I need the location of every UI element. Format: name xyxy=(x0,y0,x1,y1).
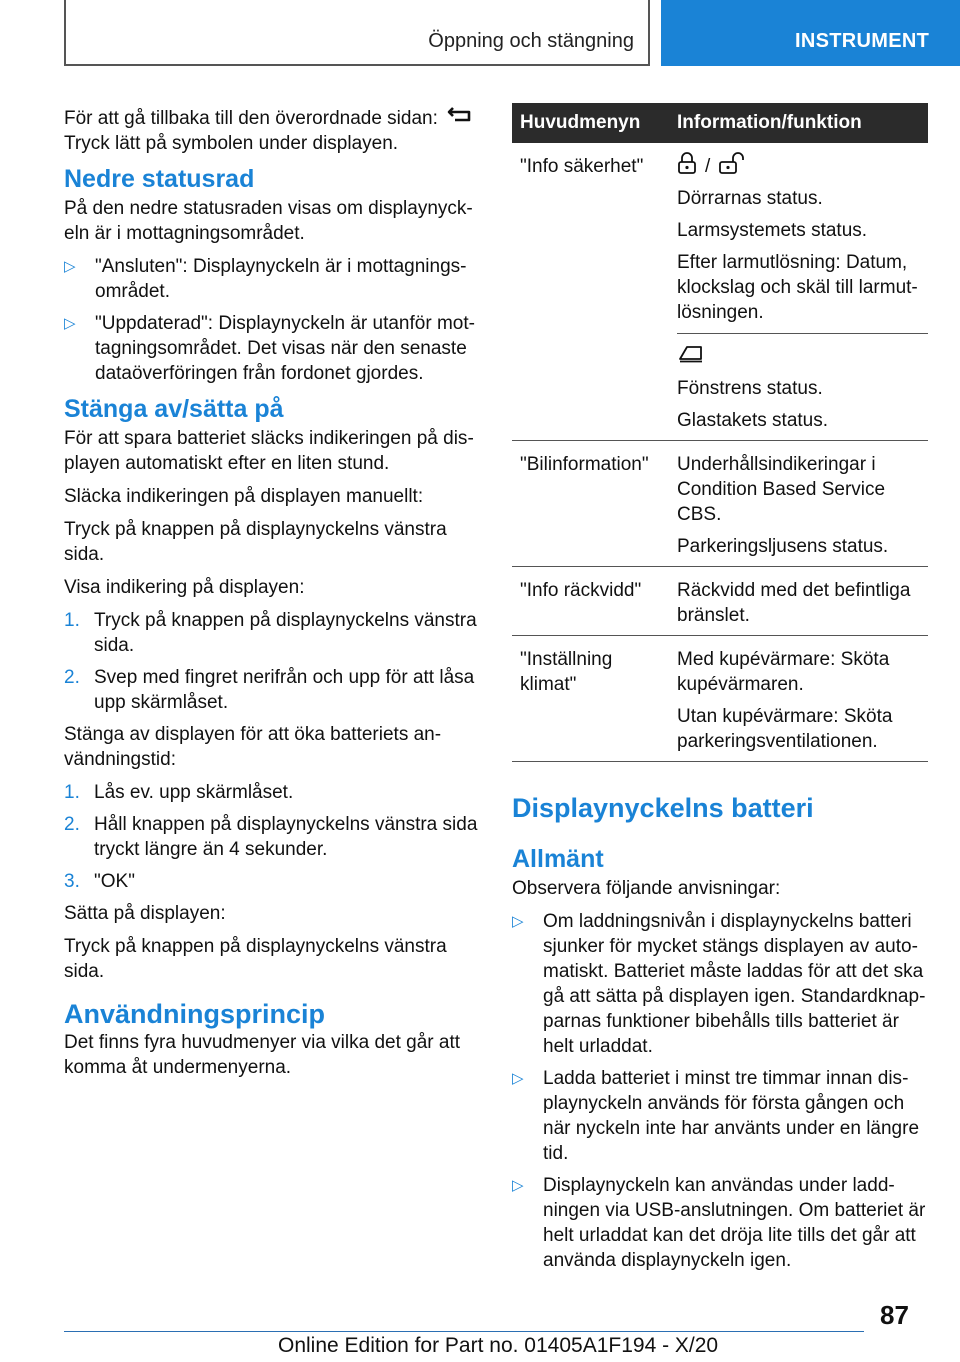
menu-cell: "Info räckvidd" xyxy=(512,567,669,636)
onoff-text-7: Tryck på knappen på displaynyckelns vänstra sida. xyxy=(64,936,447,983)
chapter-title: INSTRUMENT xyxy=(795,30,930,52)
steps-show-display xyxy=(64,608,478,715)
main-menu-table xyxy=(512,103,928,762)
statusbar-list xyxy=(64,254,478,386)
icon-separator: / xyxy=(705,156,711,177)
column-header: Information/funktion xyxy=(669,103,928,143)
onoff-text-1: För att spara batteriet släcks indikeringen på displayen automatiskt efter en liten stund. xyxy=(64,428,474,475)
step-item: 2. Håll knappen på displaynyckelns vänstra sida tryckt längre än 4 sekunder. xyxy=(64,814,478,861)
right-column xyxy=(512,103,928,1280)
info-line: Glastakets status. xyxy=(677,410,829,431)
principle-text: Det finns fyra huvudmenyer via vilka det går att komma åt undermenyerna. xyxy=(64,1032,461,1079)
info-cell xyxy=(669,567,928,636)
step-item: 1. Tryck på knappen på displaynyckelns vänstra sida. xyxy=(64,610,477,657)
table-row xyxy=(512,441,928,567)
onoff-text-6: Sätta på displayen: xyxy=(64,903,226,925)
table-row xyxy=(512,567,928,636)
statusbar-text: På den nedre statusraden visas om displaynyckeln är i mottagningsområdet. xyxy=(64,198,473,245)
lock-closed-icon xyxy=(677,152,697,181)
menu-cell: "Inställning klimat" xyxy=(512,636,669,762)
left-column xyxy=(64,106,478,1088)
intro-text-2: Tryck lätt på symbolen under displayen. xyxy=(64,133,399,155)
info-cell xyxy=(669,441,928,567)
info-line: Fönstrens status. xyxy=(677,378,823,399)
onoff-text-3: Tryck på knappen på displaynyckelns vänstra sida. xyxy=(64,519,447,566)
triangle-bullet-icon: ▷ xyxy=(512,1070,524,1087)
window-icon xyxy=(677,343,705,370)
window-icon-row xyxy=(677,344,920,369)
battery-list xyxy=(512,909,928,1273)
info-cell xyxy=(669,143,928,441)
footer-edition: Online Edition for Part no. 01405A1F194 - X/20 xyxy=(278,1334,719,1357)
list-item: ▷ "Uppdaterad": Displaynyckeln är utanför mottagningsområdet. Det visas när den senaste dataöverföringen från fordonet gjordes. xyxy=(64,313,475,385)
back-arrow-icon xyxy=(447,106,473,131)
column-header: Huvudmenyn xyxy=(512,103,669,143)
heading-general: Allmänt xyxy=(512,845,604,873)
info-line: Parkeringsljusens status. xyxy=(677,536,889,557)
battery-text: Observera följande anvisningar: xyxy=(512,878,781,899)
steps-turn-off xyxy=(64,780,478,894)
table-row xyxy=(512,143,928,441)
info-line: Dörrarnas status. xyxy=(677,188,823,209)
triangle-bullet-icon: ▷ xyxy=(512,913,524,930)
step-item: 1. Lås ev. upp skärmlåset. xyxy=(64,782,294,804)
triangle-bullet-icon: ▷ xyxy=(64,258,76,276)
list-item: ▷ Ladda batteriet i minst tre timmar innan displaynyckeln används för första gången och när nyckeln inte har använts under en längre tid. xyxy=(512,1068,920,1164)
onoff-text-2: Släcka indikeringen på displayen manuellt: xyxy=(64,486,424,508)
page-number: 87 xyxy=(880,1300,909,1330)
info-line: Efter larmutlösning: Datum, klockslag och skäl till larmutlösningen. xyxy=(677,252,918,323)
chapter-tab xyxy=(661,0,960,66)
table-header-row xyxy=(512,103,928,143)
lock-icons xyxy=(677,154,928,179)
info-line: Utan kupévärmare: Sköta parkeringsventilationen. xyxy=(677,706,893,752)
list-item: ▷ "Ansluten": Displaynyckeln är i mottagningsområdet. xyxy=(64,256,467,303)
intro-text: För att gå tillbaka till den överordnade sidan: xyxy=(64,108,438,129)
heading-statusbar: Nedre statusrad xyxy=(64,165,255,194)
lock-status-block xyxy=(677,154,928,334)
window-status-block xyxy=(677,344,920,433)
heading-battery: Displaynyckelns batteri xyxy=(512,793,814,823)
info-line: Larmsystemets status. xyxy=(677,220,868,241)
triangle-bullet-icon: ▷ xyxy=(512,1177,524,1194)
triangle-bullet-icon: ▷ xyxy=(64,315,76,333)
section-tab xyxy=(64,0,650,66)
heading-principle: Användningsprincip xyxy=(64,999,326,1030)
onoff-text-5: Stänga av displayen för att öka batteriets användningstid: xyxy=(64,724,442,771)
onoff-text-4: Visa indikering på displayen: xyxy=(64,577,305,599)
step-item: 3. "OK" xyxy=(64,871,135,893)
section-title: Öppning och stängning xyxy=(428,30,634,52)
heading-onoff: Stänga av/sätta på xyxy=(64,395,284,424)
menu-cell: "Bilinformation" xyxy=(512,441,669,567)
step-item: 2. Svep med fingret nerifrån och upp för att låsa upp skärmlåset. xyxy=(64,667,475,714)
info-cell xyxy=(669,636,928,762)
table-row xyxy=(512,636,928,762)
list-item: ▷ Om laddningsnivån i displaynyckelns batteri sjunker för mycket stängs displayen av automatiskt. Batteriet måste laddas för att det ska gå att sätta på displayen igen. Standardknapparnas funktioner bibehålls tills batteriet är helt urladdat. xyxy=(512,911,926,1057)
lock-open-icon xyxy=(718,152,746,181)
info-line: Underhållsindikeringar i Condition Based Service CBS. xyxy=(677,454,886,525)
page-header xyxy=(0,0,960,66)
intro-paragraph xyxy=(64,106,478,156)
list-item: ▷ Displaynyckeln kan användas under laddningen via USB-anslutningen. Om batteriet är helt urladdat kan det dröja lite tills det går att använda displaynyckeln igen. xyxy=(512,1175,926,1271)
info-line: Räckvidd med det befintliga bränslet. xyxy=(677,580,911,626)
footer-divider xyxy=(64,1331,864,1332)
menu-cell: "Info säkerhet" xyxy=(512,143,669,441)
info-line: Med kupévärmare: Sköta kupévärmaren. xyxy=(677,649,890,695)
